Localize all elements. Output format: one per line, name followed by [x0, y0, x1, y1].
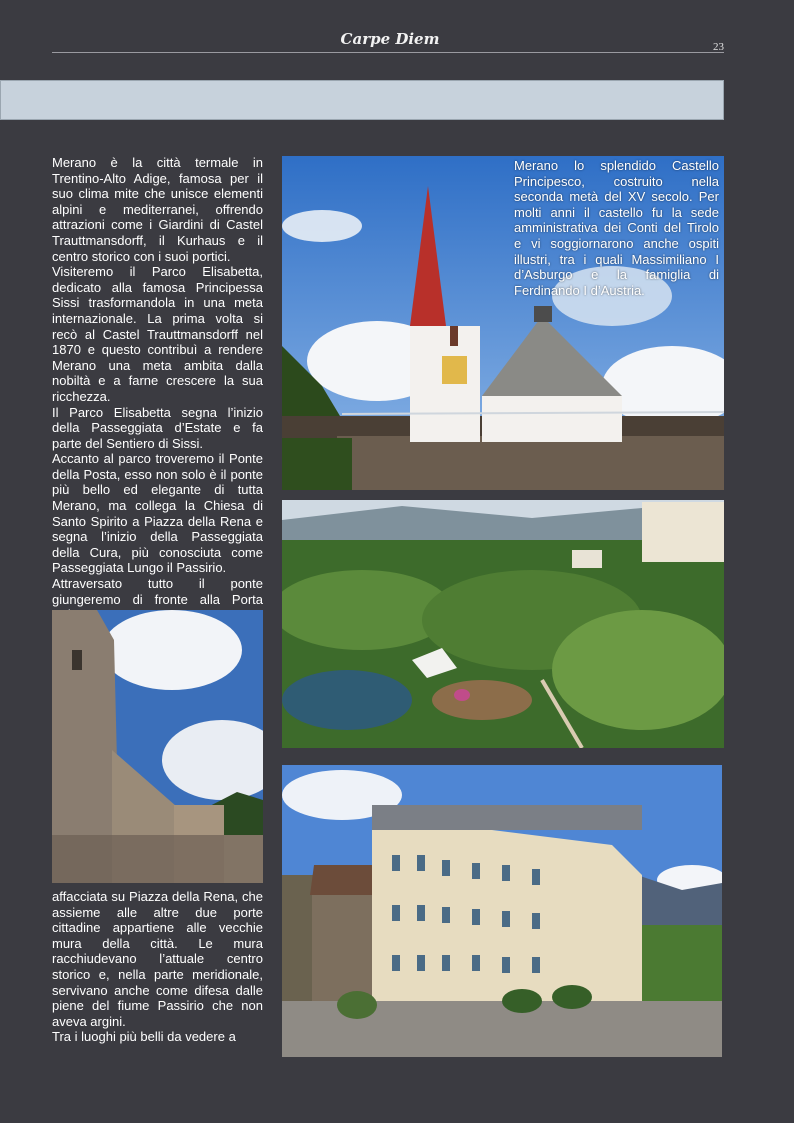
paragraph: Tra i luoghi più belli da vedere a — [52, 1029, 236, 1045]
piazza-photo — [282, 765, 722, 1057]
magazine-title: Carpe Diem — [340, 30, 440, 48]
photo-caption: Merano lo splendido Castello Principesco, costruito nella seconda metà del XV secolo. Per molti anni il castello fu la sede amministrativa dei Conti del Tirolo e vi soggiornarono anche ospiti illustri, tra i quali Massimiliano I d’Asburgo e la famiglia di Ferdinando I d’Austria. — [514, 158, 719, 298]
article-column-1 — [52, 155, 263, 623]
paragraph: Il Parco Elisabetta segna l’inizio della Passeggiata d’Estate e fa parte del Sentiero di Sissi. — [52, 404, 263, 451]
page-number: 23 — [713, 41, 724, 53]
gardens-photo — [282, 500, 724, 748]
header-rule — [52, 52, 724, 53]
paragraph: Accanto al parco troveremo il Ponte della Posta, esso non solo è il ponte più bello ed elegante di tutta Merano, ma collega la Chiesa di Santo Spirito a Piazza della Rena e segna l’inizio della Passeggiata della Cura, più conosciuta come Passeggiata Lungo il Passirio. — [52, 451, 263, 576]
castle-tower-photo — [52, 610, 263, 883]
paragraph: Visiteremo il Parco Elisabetta, dedicato alla famosa Principessa Sissi trasformandola in una meta internazionale. La prima volta si recò al Castel Trauttmansdorff nel 1870 e questo contribuì a rendere Merano una meta ambita dalla nobiltà e a farne crescere la sua ricchezza. — [52, 264, 263, 404]
paragraph: Merano è la città termale in Trentino-Alto Adige, famosa per il suo clima mite che unisce elementi alpini e mediterranei, offrendo attrazioni come i Giardini di Castel Trauttmansdorff, il Kurhaus e il centro storico con i suoi portici. — [52, 155, 263, 264]
article-column-2 — [52, 889, 263, 1045]
paragraph: Attraversato tutto il ponte giungeremo di fronte alla Porta — [52, 576, 263, 607]
title-band — [0, 80, 724, 120]
paragraph: affacciata su Piazza della Rena, che assieme alle altre due porte cittadine appartiene alle vecchie mura della città. Le mura racchiudevano l’attuale centro storico e, nella parte meridionale, servivano anche come difesa dalle piene del fiume Passirio che non aveva argini. — [52, 889, 263, 1029]
